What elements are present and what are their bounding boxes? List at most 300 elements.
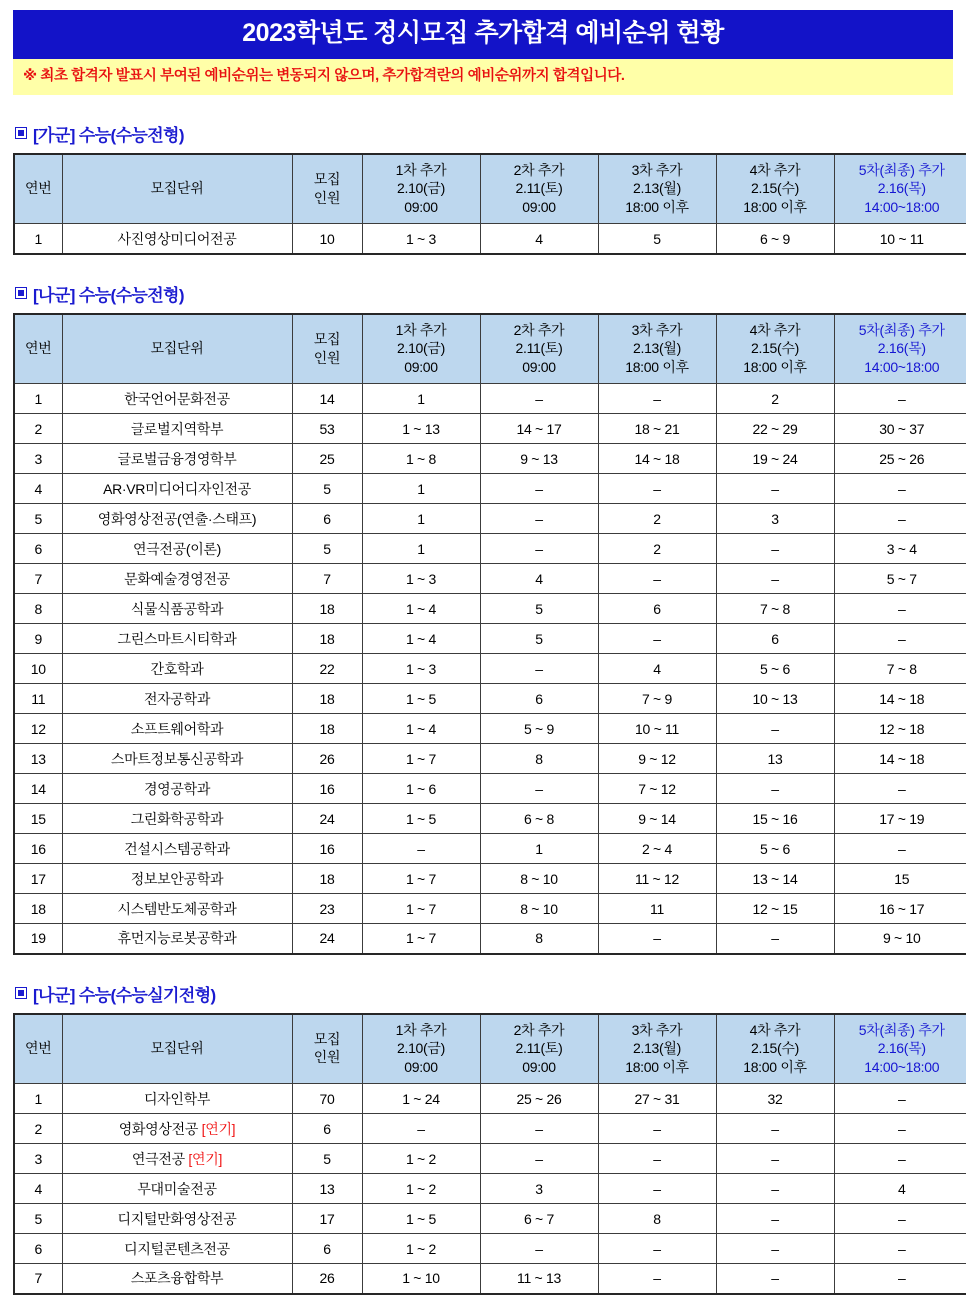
section-heading-ga-suneung [15, 121, 953, 146]
cell-r4: 2 [716, 384, 834, 414]
cell-quota: 5 [292, 474, 362, 504]
cell-r3: 10 ~ 11 [598, 714, 716, 744]
cell-r2: 4 [480, 564, 598, 594]
column-header-r2: 2차 추가 2.11(토) 09:00 [480, 314, 598, 384]
column-header-no: 연번 [14, 154, 62, 224]
unit-name-label: AR·VR미디어디자인전공 [103, 480, 251, 497]
cell-r2: 4 [480, 224, 598, 254]
cell-r4: 15 ~ 16 [716, 804, 834, 834]
cell-quota: 6 [292, 1234, 362, 1264]
cell-quota: 24 [292, 804, 362, 834]
column-header-r2: 2차 추가 2.11(토) 09:00 [480, 1014, 598, 1084]
cell-r3: – [598, 564, 716, 594]
cell-r2: 1 [480, 834, 598, 864]
cell-row-number: 10 [14, 654, 62, 684]
cell-r5: 14 ~ 18 [834, 684, 966, 714]
cell-r4: 22 ~ 29 [716, 414, 834, 444]
unit-name-label: 경영공학과 [143, 780, 211, 797]
cell-row-number: 4 [14, 474, 62, 504]
cell-r4: 6 ~ 9 [716, 224, 834, 254]
cell-unit-name [62, 414, 292, 444]
unit-name-label: 식물식품공학과 [130, 600, 224, 617]
table-row [14, 1114, 966, 1144]
table-row [14, 684, 966, 714]
cell-r5: 16 ~ 17 [834, 894, 966, 924]
cell-quota: 53 [292, 414, 362, 444]
cell-r3: 9 ~ 12 [598, 744, 716, 774]
page-title: 2023학년도 정시모집 추가합격 예비순위 현황 [13, 10, 953, 59]
cell-r3: 11 ~ 12 [598, 864, 716, 894]
cell-r3: – [598, 1144, 716, 1174]
cell-r4: 7 ~ 8 [716, 594, 834, 624]
cell-row-number: 16 [14, 834, 62, 864]
cell-row-number: 2 [14, 414, 62, 444]
cell-r1: 1 ~ 7 [362, 864, 480, 894]
cell-r2: – [480, 384, 598, 414]
cell-r3: 9 ~ 14 [598, 804, 716, 834]
cell-r2: 6 [480, 684, 598, 714]
unit-name-label: 간호학과 [150, 660, 204, 677]
cell-quota: 18 [292, 684, 362, 714]
cell-quota: 18 [292, 714, 362, 744]
cell-r3: – [598, 1234, 716, 1264]
cell-quota: 18 [292, 864, 362, 894]
cell-r3: – [598, 1174, 716, 1204]
unit-name-label: 그린화학공학과 [130, 810, 224, 827]
cell-r4: 13 [716, 744, 834, 774]
table-ga-suneung [13, 153, 966, 255]
unit-name-label: 시스템반도체공학과 [117, 900, 237, 917]
table-row [14, 654, 966, 684]
cell-r5: 14 ~ 18 [834, 744, 966, 774]
cell-r1: 1 ~ 5 [362, 1204, 480, 1234]
table-row [14, 414, 966, 444]
notice-text: 최초 합격자 발표시 부여된 예비순위는 변동되지 않으며, 추가합격란의 예비순위까지 합격입니다. [40, 67, 625, 84]
table-row [14, 714, 966, 744]
section-heading-na-silgi [15, 981, 953, 1006]
cell-row-number: 1 [14, 1084, 62, 1114]
column-header-r5: 5차(최종) 추가 2.16(목) 14:00~18:00 [834, 314, 966, 384]
cell-row-number: 7 [14, 1264, 62, 1294]
unit-name-label: 사진영상미디어전공 [117, 230, 237, 247]
column-header-no: 연번 [14, 1014, 62, 1084]
cell-r4: – [716, 1114, 834, 1144]
unit-name-label: 소프트웨어학과 [130, 720, 224, 737]
cell-r5: – [834, 504, 966, 534]
cell-r4: 19 ~ 24 [716, 444, 834, 474]
cell-row-number: 4 [14, 1174, 62, 1204]
cell-row-number: 11 [14, 684, 62, 714]
unit-name-label: 정보보안공학과 [130, 870, 224, 887]
cell-unit-name [62, 1144, 292, 1174]
cell-r1: 1 ~ 7 [362, 744, 480, 774]
cell-r5: – [834, 594, 966, 624]
table-row [14, 534, 966, 564]
cell-unit-name [62, 624, 292, 654]
cell-r3: 2 ~ 4 [598, 834, 716, 864]
cell-unit-name [62, 444, 292, 474]
table-row [14, 864, 966, 894]
section-heading-na-suneung [15, 281, 953, 306]
cell-unit-name [62, 924, 292, 954]
cell-r4: 5 ~ 6 [716, 834, 834, 864]
cell-r4: – [716, 1264, 834, 1294]
table-row [14, 384, 966, 414]
column-header-r1: 1차 추가 2.10(금) 09:00 [362, 154, 480, 224]
cell-r5: – [834, 834, 966, 864]
cell-unit-name [62, 894, 292, 924]
cell-r1: 1 [362, 504, 480, 534]
table-row [14, 1264, 966, 1294]
section-heading-label: [나군] 수능(수능전형) [33, 285, 184, 305]
unit-name-label: 스마트정보통신공학과 [110, 750, 244, 767]
cell-unit-name [62, 1084, 292, 1114]
cell-quota: 25 [292, 444, 362, 474]
cell-r1: 1 ~ 5 [362, 684, 480, 714]
cell-r4: 3 [716, 504, 834, 534]
cell-r4: – [716, 1234, 834, 1264]
table-row [14, 894, 966, 924]
unit-name-label: 디자인학부 [143, 1090, 211, 1107]
cell-r1: 1 ~ 5 [362, 804, 480, 834]
cell-r3: 5 [598, 224, 716, 254]
column-header-r5: 5차(최종) 추가 2.16(목) 14:00~18:00 [834, 154, 966, 224]
cell-unit-name [62, 474, 292, 504]
cell-r3: 4 [598, 654, 716, 684]
unit-name-label: 디지털콘텐츠전공 [124, 1240, 230, 1257]
cell-unit-name [62, 744, 292, 774]
cell-quota: 24 [292, 924, 362, 954]
cell-quota: 23 [292, 894, 362, 924]
cell-r1: 1 ~ 3 [362, 654, 480, 684]
cell-r2: 11 ~ 13 [480, 1264, 598, 1294]
table-row [14, 1144, 966, 1174]
column-header-r5: 5차(최종) 추가 2.16(목) 14:00~18:00 [834, 1014, 966, 1084]
cell-r1: 1 ~ 13 [362, 414, 480, 444]
column-header-r3: 3차 추가 2.13(월) 18:00 이후 [598, 154, 716, 224]
cell-r5: – [834, 1084, 966, 1114]
cell-unit-name [62, 504, 292, 534]
cell-unit-name [62, 1204, 292, 1234]
cell-r1: 1 ~ 24 [362, 1084, 480, 1114]
cell-r3: 7 ~ 12 [598, 774, 716, 804]
cell-r2: – [480, 1114, 598, 1144]
cell-r2: – [480, 654, 598, 684]
cell-r4: 32 [716, 1084, 834, 1114]
cell-row-number: 3 [14, 1144, 62, 1174]
cell-r3: 7 ~ 9 [598, 684, 716, 714]
cell-r2: – [480, 504, 598, 534]
unit-name-label: 연극전공 [131, 1150, 185, 1167]
cell-r1: 1 ~ 2 [362, 1234, 480, 1264]
cell-r3: – [598, 1114, 716, 1144]
cell-r5: – [834, 1264, 966, 1294]
cell-r1: – [362, 1114, 480, 1144]
cell-unit-name [62, 714, 292, 744]
cell-quota: 26 [292, 1264, 362, 1294]
cell-unit-name [62, 1174, 292, 1204]
table-row [14, 924, 966, 954]
cell-r3: 6 [598, 594, 716, 624]
notice-banner [13, 59, 953, 95]
column-header-r2: 2차 추가 2.11(토) 09:00 [480, 154, 598, 224]
table-row [14, 594, 966, 624]
cell-unit-name [62, 774, 292, 804]
cell-quota: 16 [292, 774, 362, 804]
cell-r2: 8 ~ 10 [480, 894, 598, 924]
cell-r3: 27 ~ 31 [598, 1084, 716, 1114]
section-heading-label: [나군] 수능(수능실기전형) [33, 985, 216, 1005]
cell-row-number: 3 [14, 444, 62, 474]
column-header-r4: 4차 추가 2.15(수) 18:00 이후 [716, 314, 834, 384]
cell-r2: 6 ~ 7 [480, 1204, 598, 1234]
column-header-r3: 3차 추가 2.13(월) 18:00 이후 [598, 1014, 716, 1084]
cell-r1: 1 [362, 474, 480, 504]
cell-r5: 10 ~ 11 [834, 224, 966, 254]
cell-quota: 5 [292, 534, 362, 564]
unit-name-label: 문화예술경영전공 [124, 570, 230, 587]
cell-row-number: 5 [14, 504, 62, 534]
cell-r5: 12 ~ 18 [834, 714, 966, 744]
notice-mark-icon: ※ [23, 67, 37, 84]
cell-r5: – [834, 624, 966, 654]
cell-r5: – [834, 384, 966, 414]
cell-unit-name [62, 1114, 292, 1144]
cell-r2: 5 [480, 624, 598, 654]
cell-quota: 10 [292, 224, 362, 254]
cell-r2: 8 ~ 10 [480, 864, 598, 894]
cell-unit-name [62, 564, 292, 594]
cell-r5: 15 [834, 864, 966, 894]
section-bullet-icon [15, 987, 27, 999]
unit-name-label: 글로벌지역학부 [130, 420, 224, 437]
table-row [14, 224, 966, 254]
table-row [14, 504, 966, 534]
cell-r4: 12 ~ 15 [716, 894, 834, 924]
cell-r5: – [834, 1234, 966, 1264]
unit-name-label: 스포츠융합학부 [130, 1270, 224, 1287]
cell-r3: 18 ~ 21 [598, 414, 716, 444]
cell-quota: 6 [292, 1114, 362, 1144]
cell-r2: 25 ~ 26 [480, 1084, 598, 1114]
cell-r1: 1 ~ 2 [362, 1174, 480, 1204]
cell-r2: 8 [480, 744, 598, 774]
cell-row-number: 9 [14, 624, 62, 654]
table-header-row [14, 1014, 966, 1084]
cell-r4: – [716, 714, 834, 744]
cell-quota: 5 [292, 1144, 362, 1174]
column-header-r4: 4차 추가 2.15(수) 18:00 이후 [716, 154, 834, 224]
cell-r1: 1 ~ 7 [362, 894, 480, 924]
cell-r1: 1 ~ 7 [362, 924, 480, 954]
cell-quota: 17 [292, 1204, 362, 1234]
cell-r1: 1 ~ 2 [362, 1144, 480, 1174]
cell-r2: 8 [480, 924, 598, 954]
table-row [14, 1234, 966, 1264]
cell-row-number: 1 [14, 224, 62, 254]
cell-r4: – [716, 774, 834, 804]
cell-row-number: 13 [14, 744, 62, 774]
column-header-unit: 모집단위 [62, 1014, 292, 1084]
cell-unit-name [62, 864, 292, 894]
cell-unit-name [62, 654, 292, 684]
cell-r4: 13 ~ 14 [716, 864, 834, 894]
column-header-quota: 모집 인원 [292, 314, 362, 384]
cell-r4: – [716, 1204, 834, 1234]
cell-r1: – [362, 834, 480, 864]
column-header-quota: 모집 인원 [292, 1014, 362, 1084]
cell-r4: – [716, 564, 834, 594]
cell-row-number: 12 [14, 714, 62, 744]
cell-r3: 2 [598, 504, 716, 534]
cell-r1: 1 ~ 4 [362, 714, 480, 744]
unit-tag-badge: [연기] [201, 1120, 236, 1137]
cell-row-number: 7 [14, 564, 62, 594]
cell-row-number: 1 [14, 384, 62, 414]
cell-unit-name [62, 594, 292, 624]
cell-r3: 11 [598, 894, 716, 924]
cell-unit-name [62, 804, 292, 834]
cell-r5: – [834, 474, 966, 504]
column-header-quota: 모집 인원 [292, 154, 362, 224]
cell-unit-name [62, 224, 292, 254]
cell-quota: 14 [292, 384, 362, 414]
cell-quota: 7 [292, 564, 362, 594]
table-row [14, 744, 966, 774]
cell-r5: 25 ~ 26 [834, 444, 966, 474]
cell-unit-name [62, 684, 292, 714]
unit-tag-badge: [연기] [188, 1150, 223, 1167]
cell-r2: 6 ~ 8 [480, 804, 598, 834]
cell-r5: – [834, 1114, 966, 1144]
table-row [14, 564, 966, 594]
cell-r4: 5 ~ 6 [716, 654, 834, 684]
cell-r2: 3 [480, 1174, 598, 1204]
table-row [14, 1084, 966, 1114]
cell-r2: – [480, 534, 598, 564]
column-header-no: 연번 [14, 314, 62, 384]
table-header-row [14, 154, 966, 224]
cell-r3: – [598, 924, 716, 954]
cell-r2: – [480, 1144, 598, 1174]
cell-row-number: 15 [14, 804, 62, 834]
cell-r2: 9 ~ 13 [480, 444, 598, 474]
cell-r4: – [716, 534, 834, 564]
cell-r4: – [716, 1174, 834, 1204]
cell-row-number: 5 [14, 1204, 62, 1234]
cell-r5: 5 ~ 7 [834, 564, 966, 594]
cell-r1: 1 ~ 6 [362, 774, 480, 804]
cell-r2: – [480, 774, 598, 804]
cell-r1: 1 [362, 534, 480, 564]
column-header-unit: 모집단위 [62, 154, 292, 224]
section-bullet-icon [15, 287, 27, 299]
cell-r5: – [834, 1144, 966, 1174]
cell-r2: – [480, 1234, 598, 1264]
cell-row-number: 8 [14, 594, 62, 624]
cell-r1: 1 ~ 4 [362, 624, 480, 654]
cell-r5: 30 ~ 37 [834, 414, 966, 444]
cell-quota: 6 [292, 504, 362, 534]
cell-quota: 16 [292, 834, 362, 864]
table-row [14, 444, 966, 474]
cell-r5: 4 [834, 1174, 966, 1204]
cell-row-number: 19 [14, 924, 62, 954]
cell-r5: 9 ~ 10 [834, 924, 966, 954]
cell-unit-name [62, 534, 292, 564]
cell-r1: 1 ~ 4 [362, 594, 480, 624]
column-header-r1: 1차 추가 2.10(금) 09:00 [362, 314, 480, 384]
table-row [14, 774, 966, 804]
cell-quota: 18 [292, 594, 362, 624]
cell-r1: 1 ~ 10 [362, 1264, 480, 1294]
unit-name-label: 무대미술전공 [137, 1180, 217, 1197]
cell-row-number: 14 [14, 774, 62, 804]
cell-r5: – [834, 774, 966, 804]
unit-name-label: 전자공학과 [143, 690, 211, 707]
table-row [14, 804, 966, 834]
table-header-row [14, 314, 966, 384]
table-na-silgi [13, 1013, 966, 1295]
cell-row-number: 6 [14, 534, 62, 564]
unit-name-label: 영화영상전공 [118, 1120, 199, 1137]
cell-r3: 14 ~ 18 [598, 444, 716, 474]
cell-r4: 10 ~ 13 [716, 684, 834, 714]
unit-name-label: 그린스마트시티학과 [117, 630, 237, 647]
cell-quota: 22 [292, 654, 362, 684]
cell-r2: 14 ~ 17 [480, 414, 598, 444]
cell-r2: – [480, 474, 598, 504]
cell-quota: 13 [292, 1174, 362, 1204]
cell-r5: 7 ~ 8 [834, 654, 966, 684]
cell-r1: 1 [362, 384, 480, 414]
section-heading-label: [가군] 수능(수능전형) [33, 125, 184, 145]
cell-r3: – [598, 384, 716, 414]
cell-r4: – [716, 474, 834, 504]
cell-unit-name [62, 384, 292, 414]
cell-row-number: 2 [14, 1114, 62, 1144]
table-row [14, 474, 966, 504]
column-header-r3: 3차 추가 2.13(월) 18:00 이후 [598, 314, 716, 384]
unit-name-label: 디지털만화영상전공 [117, 1210, 237, 1227]
unit-name-label: 한국언어문화전공 [124, 390, 230, 407]
sections-container [13, 121, 953, 1295]
cell-quota: 26 [292, 744, 362, 774]
table-row [14, 1204, 966, 1234]
cell-r2: 5 [480, 594, 598, 624]
cell-unit-name [62, 834, 292, 864]
table-row [14, 834, 966, 864]
cell-r5: 17 ~ 19 [834, 804, 966, 834]
cell-r5: – [834, 1204, 966, 1234]
cell-r3: – [598, 1264, 716, 1294]
cell-r1: 1 ~ 3 [362, 564, 480, 594]
cell-r4: 6 [716, 624, 834, 654]
column-header-r4: 4차 추가 2.15(수) 18:00 이후 [716, 1014, 834, 1084]
cell-r3: – [598, 474, 716, 504]
column-header-unit: 모집단위 [62, 314, 292, 384]
table-row [14, 1174, 966, 1204]
cell-r2: 5 ~ 9 [480, 714, 598, 744]
cell-row-number: 17 [14, 864, 62, 894]
cell-unit-name [62, 1234, 292, 1264]
cell-quota: 70 [292, 1084, 362, 1114]
cell-r5: 3 ~ 4 [834, 534, 966, 564]
cell-row-number: 6 [14, 1234, 62, 1264]
unit-name-label: 휴먼지능로봇공학과 [117, 930, 237, 947]
unit-name-label: 건설시스템공학과 [124, 840, 230, 857]
cell-r1: 1 ~ 3 [362, 224, 480, 254]
